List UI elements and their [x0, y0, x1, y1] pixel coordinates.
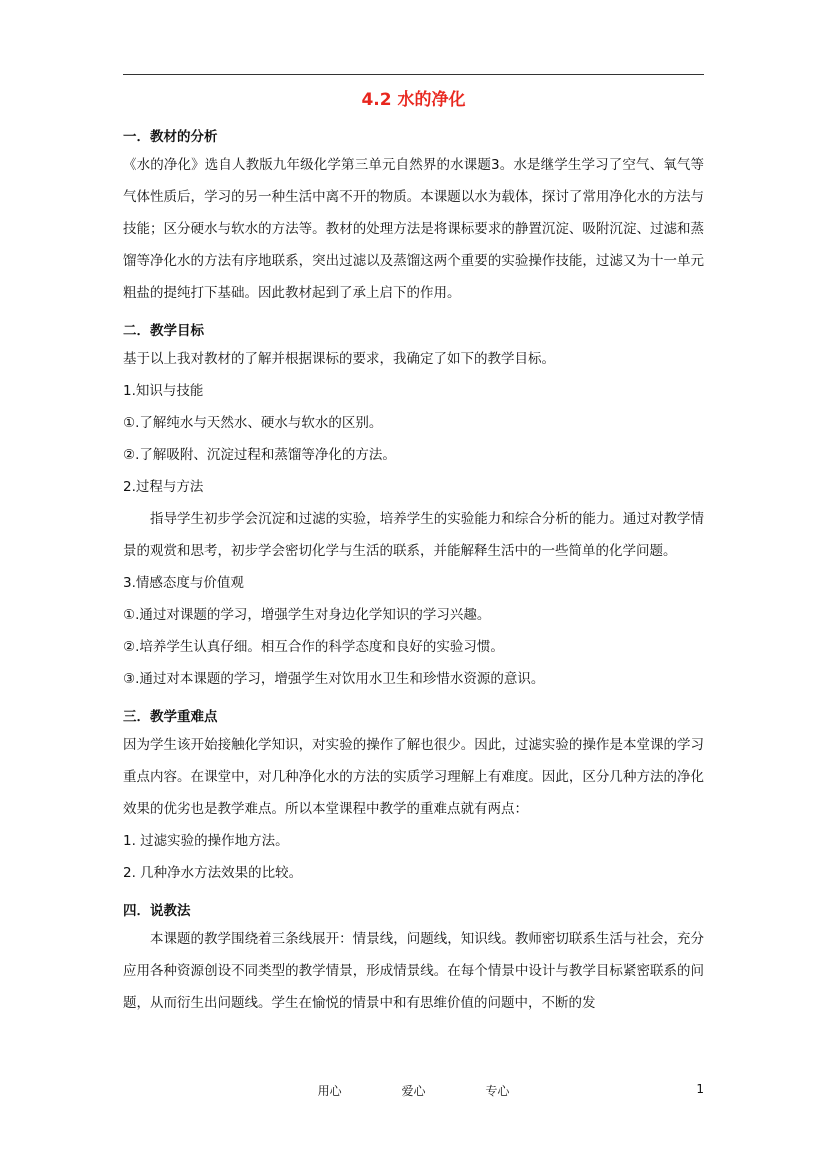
footer-motto-word: 用心	[317, 1084, 342, 1098]
page-footer	[0, 1078, 827, 1104]
paragraph: 基于以上我对教材的了解并根据课标的要求，我确定了如下的教学目标。	[123, 351, 555, 367]
list-item: ②.培养学生认真仔细。相互合作的科学态度和良好的实验习惯。	[123, 639, 504, 655]
paragraph: 指导学生初步学会沉淀和过滤的实验，培养学生的实验能力和综合分析的能力。通过对教学情景的观赏和思考，初步学会密切化学与生活的联系，并能解释生活中的一些简单的化学问题。	[123, 511, 704, 559]
list-item: 1. 过滤实验的操作地方法。	[123, 833, 289, 849]
section-heading: 四．说教法	[123, 903, 191, 919]
list-item: 2. 几种净水方法效果的比较。	[123, 865, 303, 881]
section-heading: 一．教材的分析	[123, 129, 218, 145]
footer-motto-word: 爱心	[401, 1084, 426, 1098]
paragraph: 《水的净化》选自人教版九年级化学第三单元自然界的水课题3。水是继学生学习了空气、氧气等气体性质后，学习的另一种生活中离不开的物质。本课题以水为载体，探讨了常用净化水的方法与技能；区分硬水与软水的方法等。教材的处理方法是将课标要求的静置沉淀、吸附沉淀、过滤和蒸馏等净化水的方法有序地联系，突出过滤以及蒸馏这两个重要的实验操作技能，过滤又为十一单元粗盐的提纯打下基础。因此教材起到了承上启下的作用。	[123, 157, 704, 301]
page-number: 1	[696, 1082, 704, 1096]
document-title: 4.2 水的净化	[361, 90, 466, 110]
document-body	[123, 125, 704, 1019]
list-item: ①.通过对课题的学习，增强学生对身边化学知识的学习兴趣。	[123, 607, 491, 623]
subheading: 2.过程与方法	[123, 479, 204, 495]
list-item: ②.了解吸附、沉淀过程和蒸馏等净化的方法。	[123, 447, 396, 463]
list-item: ①.了解纯水与天然水、硬水与软水的区别。	[123, 415, 383, 431]
paragraph: 本课题的教学围绕着三条线展开：情景线，问题线，知识线。教师密切联系生活与社会，充分应用各种资源创设不同类型的教学情景，形成情景线。在每个情景中设计与教学目标紧密联系的问题，从而衍生出问题线。学生在愉悦的情景中和有思维价值的问题中，不断的发	[123, 931, 704, 1011]
list-item: ③.通过对本课题的学习，增强学生对饮用水卫生和珍惜水资源的意识。	[123, 671, 545, 687]
section-heading: 二．教学目标	[123, 323, 204, 339]
footer-motto-word: 专心	[485, 1084, 510, 1098]
header-rule	[123, 74, 704, 75]
subheading: 1.知识与技能	[123, 383, 204, 399]
subheading: 3.情感态度与价值观	[123, 575, 244, 591]
paragraph: 因为学生该开始接触化学知识，对实验的操作了解也很少。因此，过滤实验的操作是本堂课的学习重点内容。在课堂中，对几种净化水的方法的实质学习理解上有难度。因此，区分几种方法的净化效果的优劣也是教学难点。所以本堂课程中教学的重难点就有两点：	[123, 737, 704, 817]
section-heading: 三．教学重难点	[123, 709, 218, 725]
